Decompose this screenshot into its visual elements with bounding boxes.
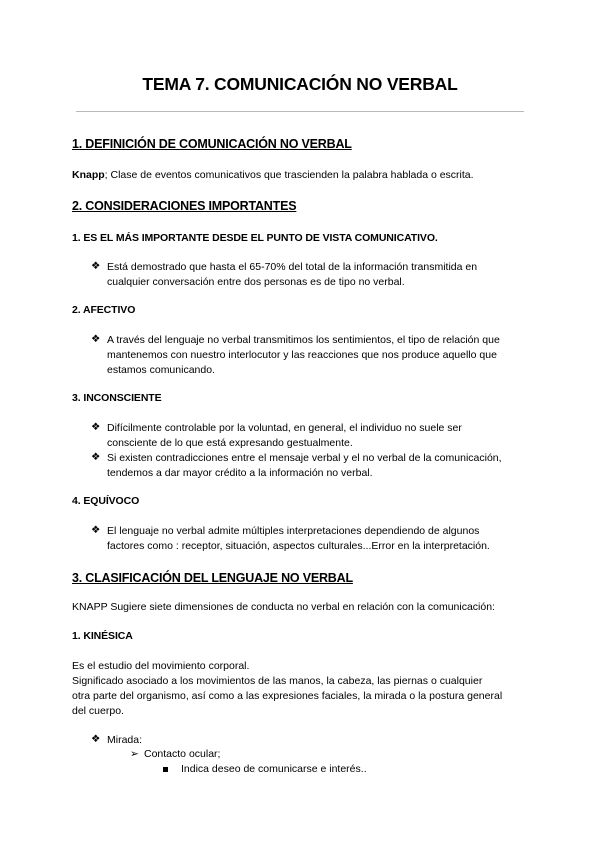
section-3-intro: KNAPP Sugiere siete dimensiones de conducta no verbal en relación con la comunicación: [72, 601, 495, 613]
subsection-3-1-heading: 1. KINÉSICA [72, 630, 133, 642]
bullet-line: Difícilmente controlable por la voluntad, en general, el individuo no suele ser [107, 422, 462, 434]
definition-author: Knapp [72, 169, 105, 181]
diamond-bullet-icon: ❖ [91, 421, 101, 433]
bullet-text [107, 451, 527, 481]
bullet-line: consciente de lo que está expresando gestualmente. [107, 437, 353, 449]
bullet-line: A través del lenguaje no verbal transmitimos los sentimientos, el tipo de relación que [107, 334, 500, 346]
diamond-bullet-icon: ❖ [91, 451, 101, 463]
paragraph-line: Significado asociado a los movimientos de las manos, la cabeza, las piernas o cualquier [72, 675, 483, 687]
bullet-text [107, 421, 527, 451]
subsection-2-2-heading: 2. AFECTIVO [72, 304, 136, 316]
bullet-text [107, 333, 527, 378]
subsection-2-4-heading: 4. EQUÍVOCO [72, 495, 140, 507]
bullet-text [107, 524, 527, 554]
arrow-bullet-icon: ➢ [130, 748, 139, 760]
bullet-line: factores como : receptor, situación, aspectos culturales...Error en la interpretación. [107, 540, 490, 552]
paragraph-line: Es el estudio del movimiento corporal. [72, 660, 250, 672]
diamond-bullet-icon: ❖ [91, 524, 101, 536]
bullet-line: El lenguaje no verbal admite múltiples interpretaciones dependiendo de algunos [107, 525, 480, 537]
kinesica-paragraph [72, 659, 532, 719]
square-bullet-icon [163, 767, 168, 772]
definition-text: ; Clase de eventos comunicativos que trascienden la palabra hablada o escrita. [104, 169, 474, 181]
section-1-heading: 1. DEFINICIÓN DE COMUNICACIÓN NO VERBAL [72, 137, 352, 151]
paragraph-line: del cuerpo. [72, 705, 124, 717]
bullet-text: Mirada: [107, 734, 143, 746]
diamond-bullet-icon: ❖ [91, 733, 101, 745]
paragraph-line: otra parte del organismo, así como a las expresiones faciales, la mirada o la postura general [72, 690, 503, 702]
section-2-heading: 2. CONSIDERACIONES IMPORTANTES [72, 199, 297, 213]
section-1-definition [72, 168, 532, 183]
bullet-line: estamos comunicando. [107, 364, 215, 376]
bullet-line: Si existen contradicciones entre el mensaje verbal y el no verbal de la comunicación, [107, 452, 502, 464]
bullet-text [107, 260, 527, 290]
arrow-bullet-text: Contacto ocular; [144, 748, 221, 760]
bullet-line: tendemos a dar mayor crédito a la información no verbal. [107, 467, 373, 479]
page-title: TEMA 7. COMUNICACIÓN NO VERBAL [142, 74, 458, 94]
bullet-line: cualquier conversación entre dos personas es de tipo no verbal. [107, 276, 405, 288]
horizontal-rule [76, 111, 524, 112]
square-bullet-text: Indica deseo de comunicarse e interés.. [181, 763, 367, 775]
subsection-2-3-heading: 3. INCONSCIENTE [72, 392, 162, 404]
diamond-bullet-icon: ❖ [91, 333, 101, 345]
diamond-bullet-icon: ❖ [91, 260, 101, 272]
bullet-line: mantenemos con nuestro interlocutor y las reacciones que nos produce aquello que [107, 349, 497, 361]
section-3-heading: 3. CLASIFICACIÓN DEL LENGUAJE NO VERBAL [72, 571, 353, 585]
bullet-line: Está demostrado que hasta el 65-70% del total de la información transmitida en [107, 261, 478, 273]
subsection-2-1-heading: 1. ES EL MÁS IMPORTANTE DESDE EL PUNTO DE VISTA COMUNICATIVO. [72, 232, 438, 244]
